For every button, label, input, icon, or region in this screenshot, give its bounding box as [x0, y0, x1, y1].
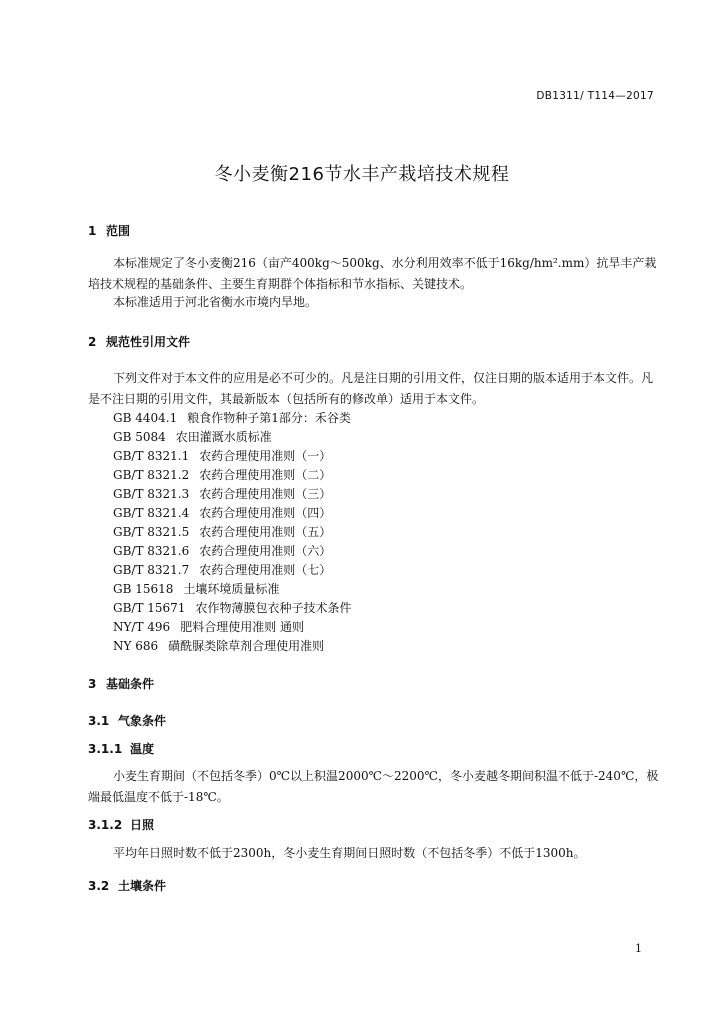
reference-code: GB/T 8321.3: [113, 487, 190, 501]
section-2-paragraph-1: 下列文件对于本文件的应用是必不可少的。凡是注日期的引用文件，仅注日期的版本适用于本文件。凡是不注日期的引用文件，其最新版本（包括所有的修改单）适用于本文件。: [88, 371, 654, 406]
reference-item: [113, 542, 331, 559]
section-1-paragraph-2: 本标准适用于河北省衡水市境内旱地。: [113, 295, 318, 309]
reference-item: [113, 637, 324, 654]
reference-item: [113, 580, 279, 597]
reference-name: 农药合理使用准则（五）: [199, 525, 332, 539]
reference-item: [113, 561, 331, 578]
section-title: 温度: [130, 742, 155, 756]
section-number: 3.1: [88, 714, 110, 728]
reference-code: GB/T 8321.1: [113, 449, 190, 463]
document-title: 冬小麦衡216节水丰产栽培技术规程: [214, 164, 510, 185]
section-1-paragraph-1: 本标准规定了冬小麦衡216（亩产400kg～500kg、水分利用效率不低于16kg/hm².mm）抗旱丰产栽培技术规程的基础条件、主要生育期群个体指标和节水指标、关键技术。: [88, 256, 657, 291]
reference-item: [113, 409, 351, 426]
reference-item: [113, 523, 331, 540]
reference-item: [113, 485, 331, 502]
section-title: 基础条件: [106, 677, 155, 691]
reference-name: 农药合理使用准则（六）: [199, 544, 332, 558]
reference-item: [113, 599, 351, 616]
section-3-1-heading: [88, 712, 166, 729]
section-number: 3.2: [88, 879, 110, 893]
section-title: 气象条件: [118, 714, 167, 728]
section-3-1-1-heading: [88, 740, 154, 757]
reference-name: 农田灌溉水质标准: [175, 430, 272, 444]
reference-name: 农药合理使用准则（二）: [199, 468, 332, 482]
section-number: 3.1.2: [88, 818, 123, 832]
reference-name: 农药合理使用准则（三）: [199, 487, 332, 501]
section-number: 3: [88, 677, 97, 691]
reference-code: GB/T 8321.4: [113, 506, 190, 520]
reference-name: 粮食作物种子第1部分：禾谷类: [187, 411, 351, 425]
section-title: 范围: [106, 224, 131, 238]
reference-code: NY/T 496: [113, 620, 171, 634]
section-title: 规范性引用文件: [106, 335, 191, 349]
reference-code: GB 15618: [113, 582, 174, 596]
reference-code: GB 5084: [113, 430, 166, 444]
section-title: 日照: [130, 818, 155, 832]
section-title: 土壤条件: [118, 879, 167, 893]
reference-code: GB/T 8321.2: [113, 468, 190, 482]
reference-code: NY 686: [113, 639, 159, 653]
reference-name: 农药合理使用准则（七）: [199, 563, 332, 577]
reference-code: GB/T 8321.5: [113, 525, 190, 539]
section-3-1-2-paragraph: 平均年日照时数不低于2300h，冬小麦生育期间日照时数（不包括冬季）不低于1300h。: [113, 846, 586, 860]
standard-code: DB1311/ T114—2017: [536, 90, 654, 102]
section-2-heading: [88, 333, 190, 350]
reference-item: [113, 428, 272, 445]
reference-code: GB 4404.1: [113, 411, 178, 425]
reference-name: 农作物薄膜包衣种子技术条件: [195, 601, 352, 615]
reference-name: 农药合理使用准则（四）: [199, 506, 332, 520]
section-number: 2: [88, 335, 97, 349]
reference-name: 磺酰脲类除草剂合理使用准则: [168, 639, 325, 653]
reference-code: GB/T 8321.6: [113, 544, 190, 558]
reference-item: [113, 466, 331, 483]
reference-item: [113, 618, 304, 635]
section-3-2-heading: [88, 877, 166, 894]
reference-code: GB/T 15671: [113, 601, 186, 615]
reference-code: GB/T 8321.7: [113, 563, 190, 577]
section-3-1-2-heading: [88, 816, 154, 833]
section-number: 1: [88, 224, 97, 238]
section-3-1-1-paragraph: 小麦生育期间（不包括冬季）0℃以上积温2000℃～2200℃，冬小麦越冬期间积温不低于-240℃，极端最低温度不低于-18℃。: [88, 769, 659, 804]
section-3-heading: [88, 675, 154, 692]
reference-name: 土壤环境质量标准: [183, 582, 280, 596]
reference-name: 农药合理使用准则（一）: [199, 449, 332, 463]
reference-name: 肥料合理使用准则 通则: [180, 620, 305, 634]
section-1-heading: [88, 222, 130, 239]
reference-item: [113, 504, 331, 521]
page-number: 1: [635, 942, 642, 955]
section-number: 3.1.1: [88, 742, 123, 756]
reference-item: [113, 447, 331, 464]
